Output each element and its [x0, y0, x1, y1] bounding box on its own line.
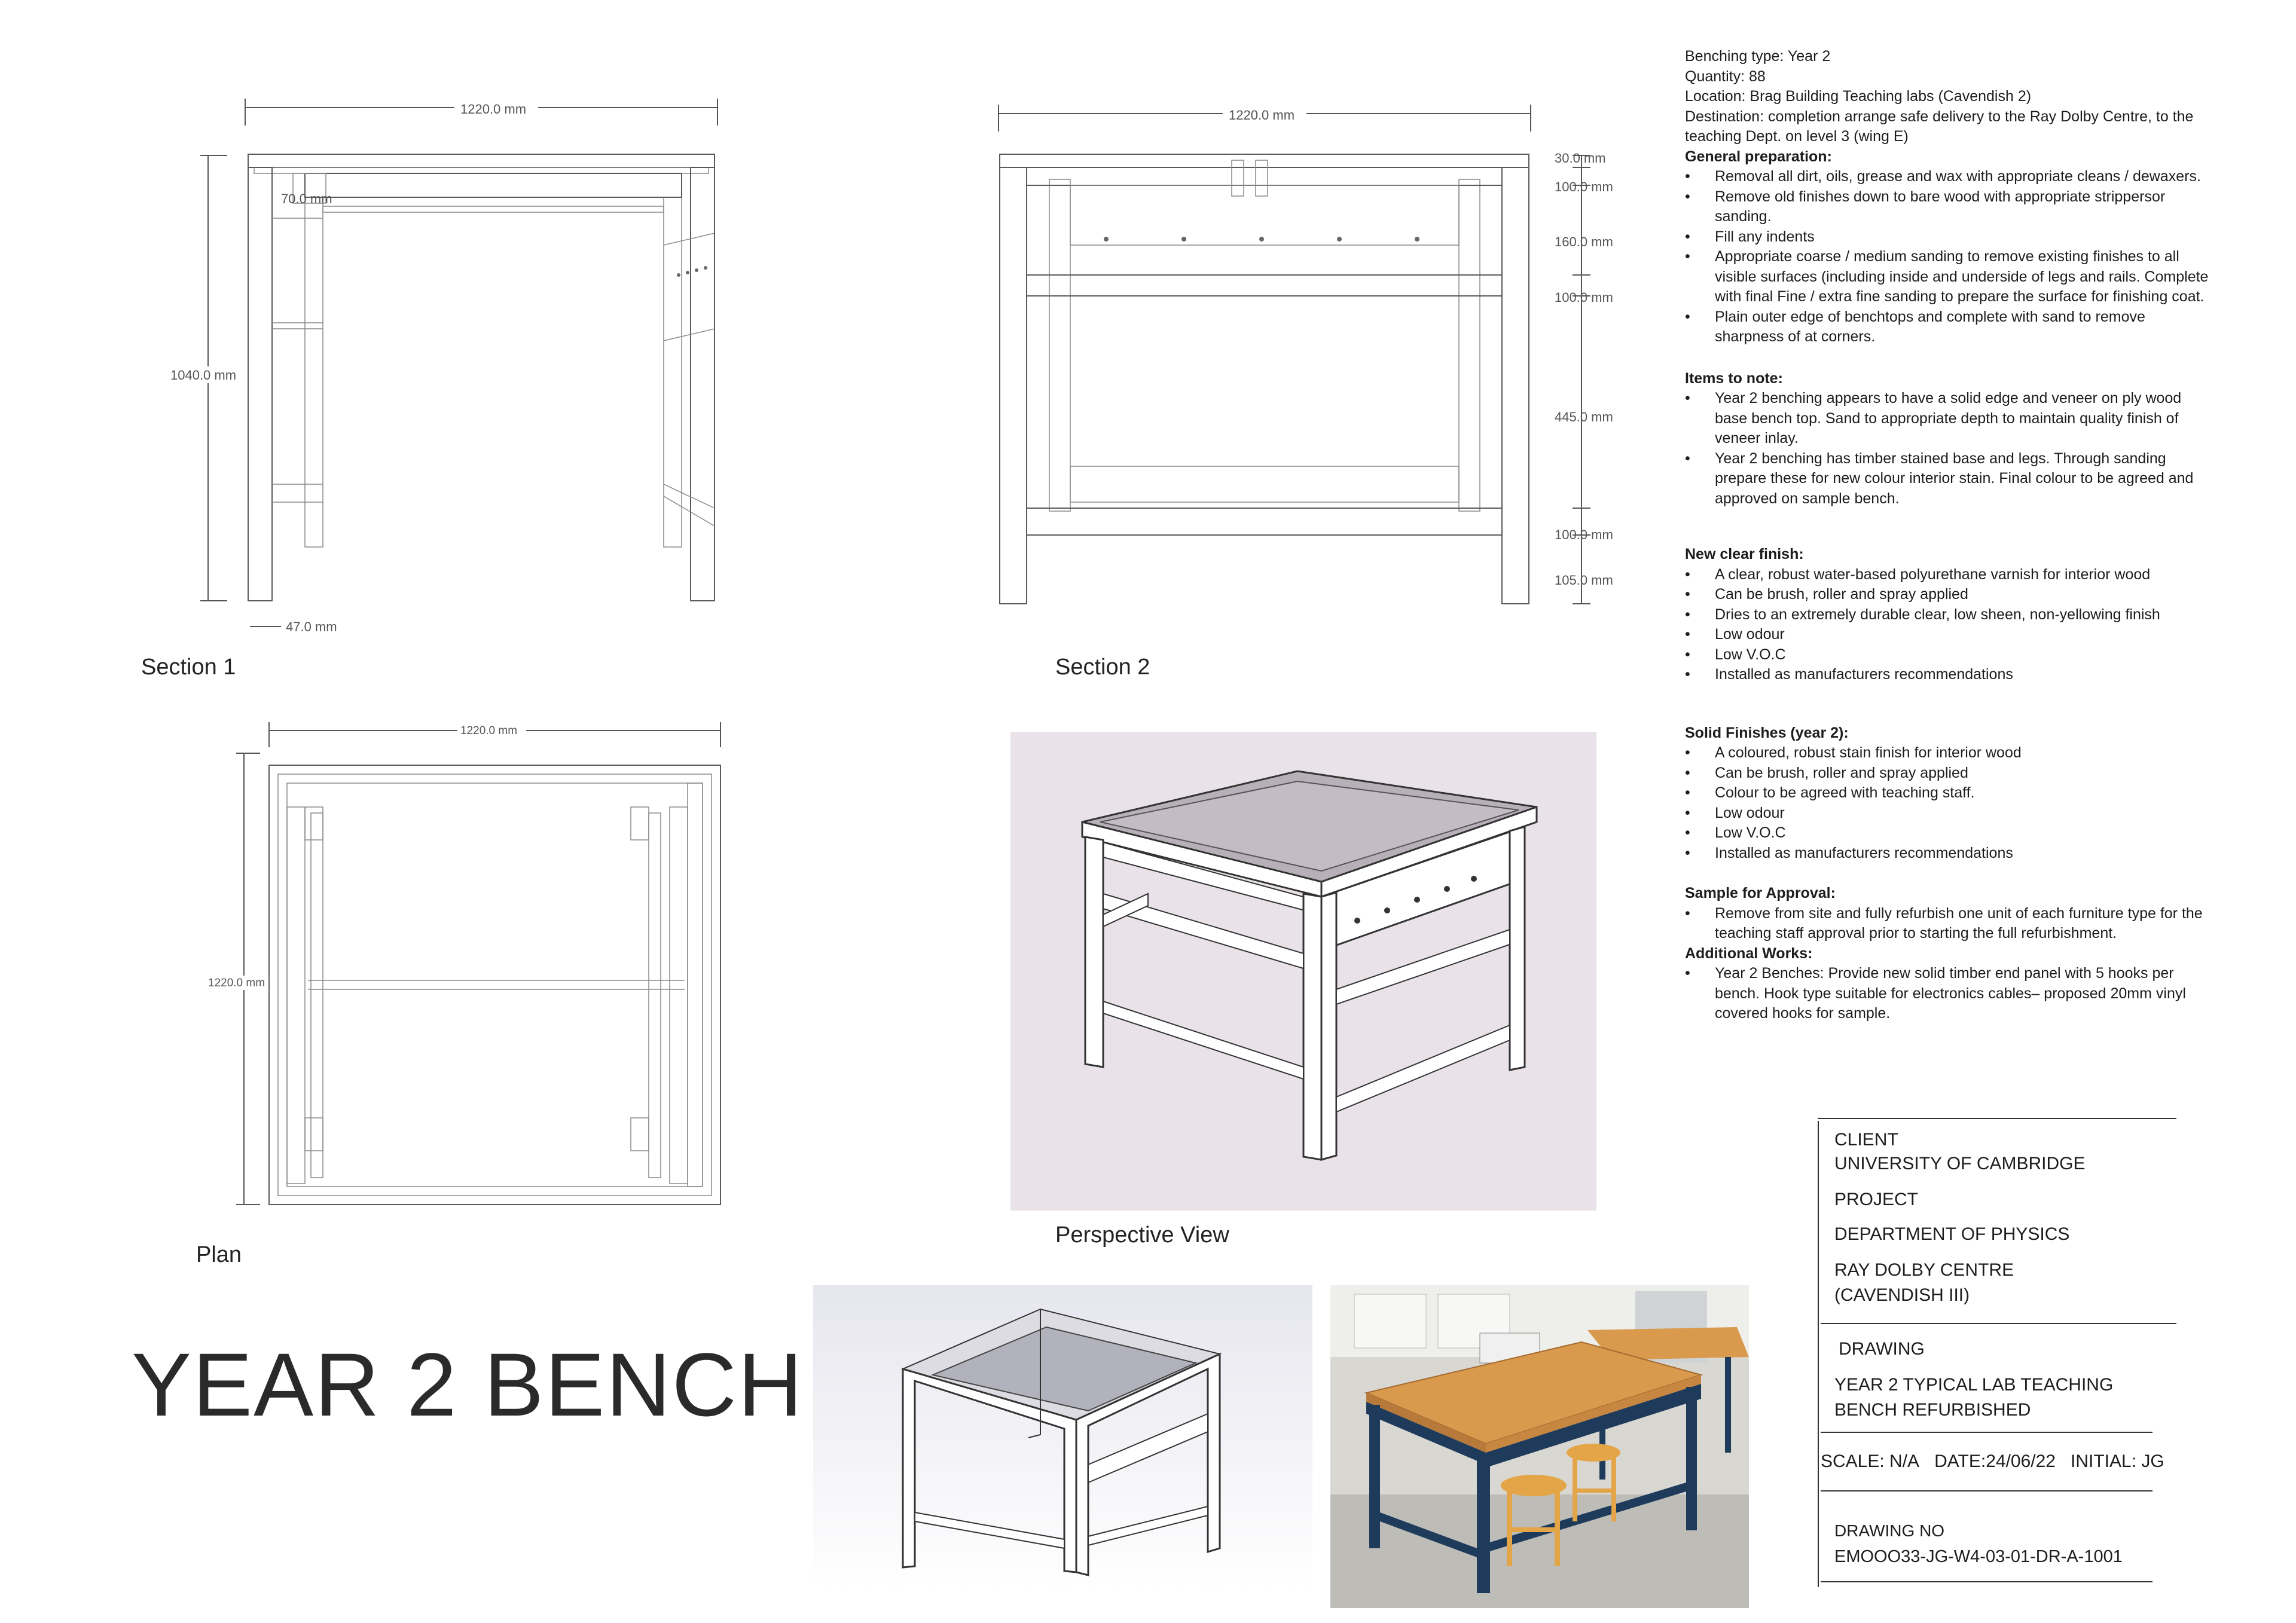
- scale: SCALE: N/A: [1821, 1451, 1920, 1471]
- list-item: • Low odour: [1685, 803, 2211, 824]
- title-block-rule: [1821, 1432, 2152, 1433]
- title-block-rule: [1818, 1118, 2176, 1119]
- quantity: Quantity: 88: [1685, 68, 1766, 85]
- general-preparation-list: [1685, 167, 2211, 347]
- list-item: • Low V.O.C: [1685, 823, 2211, 843]
- list-item: • Removal all dirt, oils, grease and wax with appropriate cleans / dewaxers.: [1685, 167, 2211, 187]
- sheet-title: YEAR 2 BENCH: [132, 1334, 804, 1435]
- title-block-rule: [1821, 1490, 2152, 1491]
- list-item: • Remove old finishes down to bare wood with appropriate strippersor sanding.: [1685, 187, 2211, 227]
- benching-type: Benching type: Year 2: [1685, 48, 1831, 65]
- sample-approval-heading: Sample for Approval:: [1685, 885, 1836, 901]
- section2-dim-2: 100.0 mm: [1555, 179, 1613, 194]
- list-item: • Year 2 benching appears to have a solid edge and veneer on ply wood base bench top. Sand to appropriate depth to maintain quality finish of veneer inlay.: [1685, 389, 2211, 449]
- new-clear-finish-list: [1685, 565, 2211, 685]
- section-1-caption: Section 1: [141, 655, 236, 680]
- perspective-render: [1010, 732, 1596, 1211]
- list-item: • Can be brush, roller and spray applied: [1685, 763, 2211, 784]
- specification-notes: [1685, 47, 2211, 1024]
- drawing-number: EMOOO33-JG-W4-03-01-DR-A-1001: [1834, 1547, 2123, 1566]
- plan-drawing: [208, 717, 741, 1225]
- new-clear-finish-heading: New clear finish:: [1685, 546, 1804, 563]
- initial: INITIAL: JG: [2071, 1451, 2164, 1471]
- list-item: • Dries to an extremely durable clear, low sheen, non-yellowing finish: [1685, 605, 2211, 625]
- scale-date-initial: [1821, 1451, 2203, 1472]
- list-item: • Year 2 benching has timber stained base and legs. Through sanding prepare these for new colour interior stain. Final colour to be agreed and approved on sample bench.: [1685, 449, 2211, 509]
- perspective-caption: Perspective View: [1055, 1222, 1229, 1248]
- list-item: • Plain outer edge of benchtops and complete with sand to remove sharpness of at corners.: [1685, 307, 2211, 347]
- drawing-line-1: YEAR 2 TYPICAL LAB TEACHING: [1834, 1375, 2114, 1395]
- list-item: • Low odour: [1685, 625, 2211, 645]
- section2-dim-6: 100.0 mm: [1555, 527, 1613, 542]
- client-label: CLIENT: [1834, 1130, 1898, 1150]
- list-item: • Appropriate coarse / medium sanding to remove existing finishes to all visible surfaces (including inside and underside of legs and rails. Complete with final Fine / extra fine sanding to prepare the surface for finishing coat.: [1685, 247, 2211, 307]
- general-preparation-heading: General preparation:: [1685, 148, 1832, 165]
- bench-photo: [1330, 1285, 1749, 1608]
- items-to-note-heading: Items to note:: [1685, 369, 1783, 387]
- drawing-line-2: BENCH REFURBISHED: [1834, 1400, 2031, 1420]
- section1-rail-label: 70.0 mm: [281, 191, 332, 206]
- section2-dim-7: 105.0 mm: [1555, 573, 1613, 588]
- client-name: UNIVERSITY OF CAMBRIDGE: [1834, 1154, 2086, 1173]
- section-2-drawing: [993, 96, 1650, 622]
- items-to-note-list: [1685, 389, 2211, 509]
- section1-height-label: 1040.0 mm: [170, 368, 237, 383]
- list-item: • Remove from site and fully refurbish one unit of each furniture type for the teaching staff approval prior to starting the full refurbishment.: [1685, 904, 2211, 944]
- underside-render: [813, 1285, 1312, 1590]
- date: DATE:24/06/22: [1934, 1451, 2056, 1471]
- project-line-1: DEPARTMENT OF PHYSICS: [1834, 1224, 2070, 1244]
- section2-dim-1: 30.0 mm: [1555, 151, 1606, 166]
- section1-leg-label: 47.0 mm: [286, 619, 337, 634]
- project-label: PROJECT: [1834, 1190, 1919, 1209]
- section2-dim-4: 100.0 mm: [1555, 290, 1613, 305]
- section2-width-label: 1220.0 mm: [1229, 108, 1295, 123]
- list-item: • Fill any indents: [1685, 227, 2211, 247]
- list-item: • Colour to be agreed with teaching staff.: [1685, 783, 2211, 803]
- section-2-caption: Section 2: [1055, 655, 1150, 680]
- sample-approval-list: [1685, 904, 2211, 944]
- solid-finishes-list: [1685, 743, 2211, 863]
- list-item: • A clear, robust water-based polyurethane varnish for interior wood: [1685, 565, 2211, 585]
- list-item: • Installed as manufacturers recommendations: [1685, 843, 2211, 864]
- title-block-rule: [1821, 1581, 2152, 1582]
- title-block-rule: [1821, 1323, 2176, 1324]
- project-line-3: (CAVENDISH III): [1834, 1285, 1970, 1305]
- plan-width-label: 1220.0 mm: [460, 725, 518, 737]
- section1-width-label: 1220.0 mm: [460, 102, 527, 117]
- plan-caption: Plan: [196, 1242, 242, 1267]
- list-item: • Year 2 Benches: Provide new solid timber end panel with 5 hooks per bench. Hook type suitable for electronics cables– proposed 20mm vinyl covered hooks for sample.: [1685, 964, 2211, 1024]
- plan-depth-label: 1220.0 mm: [208, 977, 265, 989]
- list-item: • Can be brush, roller and spray applied: [1685, 585, 2211, 605]
- list-item: • Low V.O.C: [1685, 645, 2211, 665]
- section2-dim-5: 445.0 mm: [1555, 409, 1613, 424]
- title-block-border: [1818, 1121, 1819, 1587]
- additional-works-heading: Additional Works:: [1685, 945, 1813, 962]
- section-1-drawing: [170, 90, 807, 652]
- section2-dim-3: 160.0 mm: [1555, 234, 1613, 249]
- destination: Destination: completion arrange safe delivery to the Ray Dolby Centre, to the teaching Dept. on level 3 (wing E): [1685, 108, 2194, 145]
- list-item: • Installed as manufacturers recommendations: [1685, 665, 2211, 685]
- list-item: • A coloured, robust stain finish for interior wood: [1685, 743, 2211, 763]
- solid-finishes-heading: Solid Finishes (year 2):: [1685, 724, 1849, 741]
- location: Location: Brag Building Teaching labs (Cavendish 2): [1685, 88, 2032, 105]
- drawing-no-label: DRAWING NO: [1834, 1521, 1945, 1540]
- drawing-label: DRAWING: [1839, 1339, 1925, 1359]
- project-line-2: RAY DOLBY CENTRE: [1834, 1260, 2014, 1280]
- additional-works-list: [1685, 964, 2211, 1024]
